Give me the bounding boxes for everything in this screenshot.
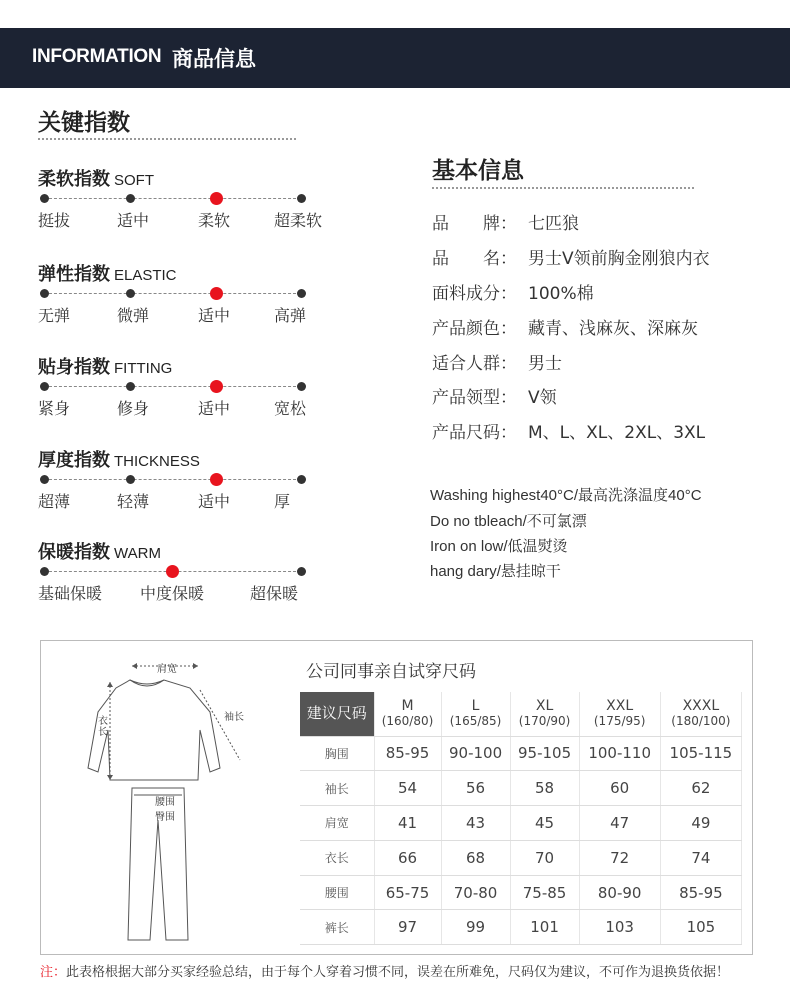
index-scale-label: 微弹 (117, 306, 150, 325)
table-cell: 105-115 (660, 736, 741, 771)
info-value: 男士 (528, 354, 562, 374)
index-title-en: ELASTIC (114, 267, 177, 284)
index-scale-line (44, 386, 301, 387)
index-scale-line (44, 293, 301, 294)
table-row-header: 胸围 (300, 736, 374, 771)
index-dot (40, 475, 49, 484)
index-dot-active (166, 565, 179, 578)
size-col-header (579, 692, 660, 736)
table-cell: 100-110 (579, 736, 660, 771)
index-title-cn: 柔软指数 (38, 169, 110, 190)
info-value: M、L、XL、2XL、3XL (528, 423, 706, 443)
table-cell: 85-95 (374, 736, 441, 771)
table-cell: 68 (441, 840, 510, 875)
table-row-header: 袖长 (300, 771, 374, 806)
figure-label-hip: 臀围 (155, 812, 175, 823)
footnote-mark: 注： (40, 965, 67, 980)
table-row (300, 875, 742, 910)
table-row (300, 840, 742, 875)
index-scale-label: 修身 (117, 399, 150, 418)
index-scale-label: 超保暖 (250, 584, 299, 603)
index-title-cn: 保暖指数 (38, 542, 110, 563)
table-cell: 80-90 (579, 875, 660, 910)
index-scale-label: 适中 (198, 399, 231, 418)
size-spec: (160/80) (381, 713, 434, 728)
index-scale-label: 紧身 (38, 399, 71, 418)
info-label: 品 名： (432, 249, 517, 269)
index-scale-line (44, 198, 301, 199)
table-cell: 45 (510, 806, 579, 841)
table-cell: 65-75 (374, 875, 441, 910)
header-title-cn: 商品信息 (172, 47, 256, 71)
index-dot (297, 567, 306, 576)
index-title (38, 165, 154, 191)
info-value: 七匹狼 (528, 214, 579, 234)
size-name: M (401, 697, 414, 714)
index-dot (297, 475, 306, 484)
index-scale-label: 高弹 (274, 306, 307, 325)
table-cell: 47 (579, 806, 660, 841)
size-spec: (175/95) (593, 713, 646, 728)
figure-label-sleeve: 袖长 (224, 712, 244, 723)
info-label: 面料成分： (432, 284, 517, 304)
index-scale-line (44, 479, 301, 480)
index-dot-active (210, 473, 223, 486)
header-title-en: INFORMATION (32, 46, 162, 67)
table-cell: 70-80 (441, 875, 510, 910)
index-dot (40, 194, 49, 203)
index-title-cn: 贴身指数 (38, 357, 110, 378)
size-name: XXL (606, 697, 634, 714)
index-scale-label: 轻薄 (117, 492, 150, 511)
size-col-header (660, 692, 741, 736)
index-scale-label: 无弹 (38, 306, 71, 325)
table-cell: 41 (374, 806, 441, 841)
index-title (38, 538, 161, 564)
index-scale-label: 基础保暖 (38, 584, 103, 603)
table-cell: 54 (374, 771, 441, 806)
table-cell: 85-95 (660, 875, 741, 910)
footnote-text: 此表格根据大部分买家经验总结，由于每个人穿着习惯不同，误差在所难免，尺码仅为建议，不可作为退换货依据！ (66, 965, 730, 980)
info-row-audience (432, 349, 562, 374)
info-value: V领 (528, 388, 557, 408)
index-dot-active (210, 380, 223, 393)
care-iron: Iron on low/低温熨烫 (430, 538, 568, 555)
table-cell: 90-100 (441, 736, 510, 771)
info-row-name (432, 244, 710, 269)
size-name: XXXL (682, 697, 720, 714)
key-index-divider (38, 138, 296, 140)
info-row-fabric (432, 279, 594, 304)
index-dot (126, 382, 135, 391)
figure-label-shoulder: 肩宽 (157, 664, 177, 675)
index-scale-label: 厚 (274, 492, 291, 511)
table-cell: 105 (660, 910, 741, 945)
table-cell: 99 (441, 910, 510, 945)
size-col-header (441, 692, 510, 736)
table-cell: 56 (441, 771, 510, 806)
index-title-en: THICKNESS (114, 453, 200, 470)
care-washing: Washing highest40°C/最高洗涤温度40°C (430, 487, 702, 504)
size-table-title: 公司同事亲自试穿尺码 (306, 662, 476, 682)
table-cell: 70 (510, 840, 579, 875)
basic-info-divider (432, 187, 694, 189)
index-title-cn: 弹性指数 (38, 264, 110, 285)
table-cell: 75-85 (510, 875, 579, 910)
size-name: XL (535, 697, 554, 714)
basic-info-title: 基本信息 (432, 158, 524, 184)
table-row (300, 806, 742, 841)
index-scale-label: 适中 (117, 211, 150, 230)
info-row-collar (432, 383, 557, 408)
table-row-header: 裤长 (300, 910, 374, 945)
index-scale-label: 柔软 (198, 211, 231, 230)
size-spec: (180/100) (671, 713, 731, 728)
index-title-en: SOFT (114, 172, 154, 189)
info-label: 适合人群： (432, 354, 517, 374)
index-dot (297, 382, 306, 391)
index-title (38, 353, 172, 379)
table-cell: 72 (579, 840, 660, 875)
index-scale-label: 适中 (198, 492, 231, 511)
index-title-en: FITTING (114, 360, 173, 377)
figure-label-length: 衣长 (98, 716, 108, 738)
index-dot (40, 289, 49, 298)
key-index-title: 关键指数 (38, 110, 130, 136)
info-label: 产品领型： (432, 388, 517, 408)
index-dot (126, 289, 135, 298)
table-row-header: 腰围 (300, 875, 374, 910)
info-value: 男士V领前胸金刚狼内衣 (528, 249, 710, 269)
info-value: 藏青、浅麻灰、深麻灰 (528, 319, 698, 339)
table-row (300, 771, 742, 806)
index-scale-label: 中度保暖 (140, 584, 205, 603)
info-label: 产品尺码： (432, 423, 517, 443)
info-label: 品 牌： (432, 214, 517, 234)
table-cell: 74 (660, 840, 741, 875)
index-dot (297, 289, 306, 298)
size-table-corner: 建议尺码 (300, 692, 374, 736)
table-row-header: 衣长 (300, 840, 374, 875)
index-dot (297, 194, 306, 203)
table-cell: 62 (660, 771, 741, 806)
size-col-header (374, 692, 441, 736)
size-spec: (170/90) (518, 713, 571, 728)
table-cell: 95-105 (510, 736, 579, 771)
size-col-header (510, 692, 579, 736)
index-title-en: WARM (114, 545, 161, 562)
table-cell: 43 (441, 806, 510, 841)
table-cell: 101 (510, 910, 579, 945)
index-title (38, 260, 177, 286)
info-row-brand (432, 209, 579, 234)
info-row-color (432, 314, 698, 339)
table-cell: 103 (579, 910, 660, 945)
index-dot-active (210, 192, 223, 205)
size-table (300, 692, 742, 945)
info-label: 产品颜色： (432, 319, 517, 339)
index-title (38, 446, 200, 472)
table-row (300, 736, 742, 771)
size-header-row (300, 692, 742, 736)
figure-label-waist: 腰围 (155, 797, 175, 808)
size-name: L (471, 697, 480, 714)
index-scale-label: 超薄 (38, 492, 71, 511)
index-dot-active (210, 287, 223, 300)
care-bleach: Do no tbleach/不可氯漂 (430, 513, 587, 530)
care-dry: hang dary/悬挂晾干 (430, 563, 561, 580)
table-cell: 60 (579, 771, 660, 806)
index-dot (126, 194, 135, 203)
table-cell: 66 (374, 840, 441, 875)
table-cell: 97 (374, 910, 441, 945)
table-row-header: 肩宽 (300, 806, 374, 841)
index-scale-label: 挺拔 (38, 211, 71, 230)
index-dot (126, 475, 135, 484)
footnote (40, 961, 729, 980)
table-cell: 49 (660, 806, 741, 841)
index-dot (40, 382, 49, 391)
index-scale-label: 宽松 (274, 399, 307, 418)
index-scale-label: 适中 (198, 306, 231, 325)
info-row-sizes (432, 418, 705, 443)
info-value: 100%棉 (528, 284, 594, 304)
table-row (300, 910, 742, 945)
size-spec: (165/85) (449, 713, 502, 728)
index-scale-label: 超柔软 (274, 211, 323, 230)
index-title-cn: 厚度指数 (38, 450, 110, 471)
index-dot (40, 567, 49, 576)
table-cell: 58 (510, 771, 579, 806)
